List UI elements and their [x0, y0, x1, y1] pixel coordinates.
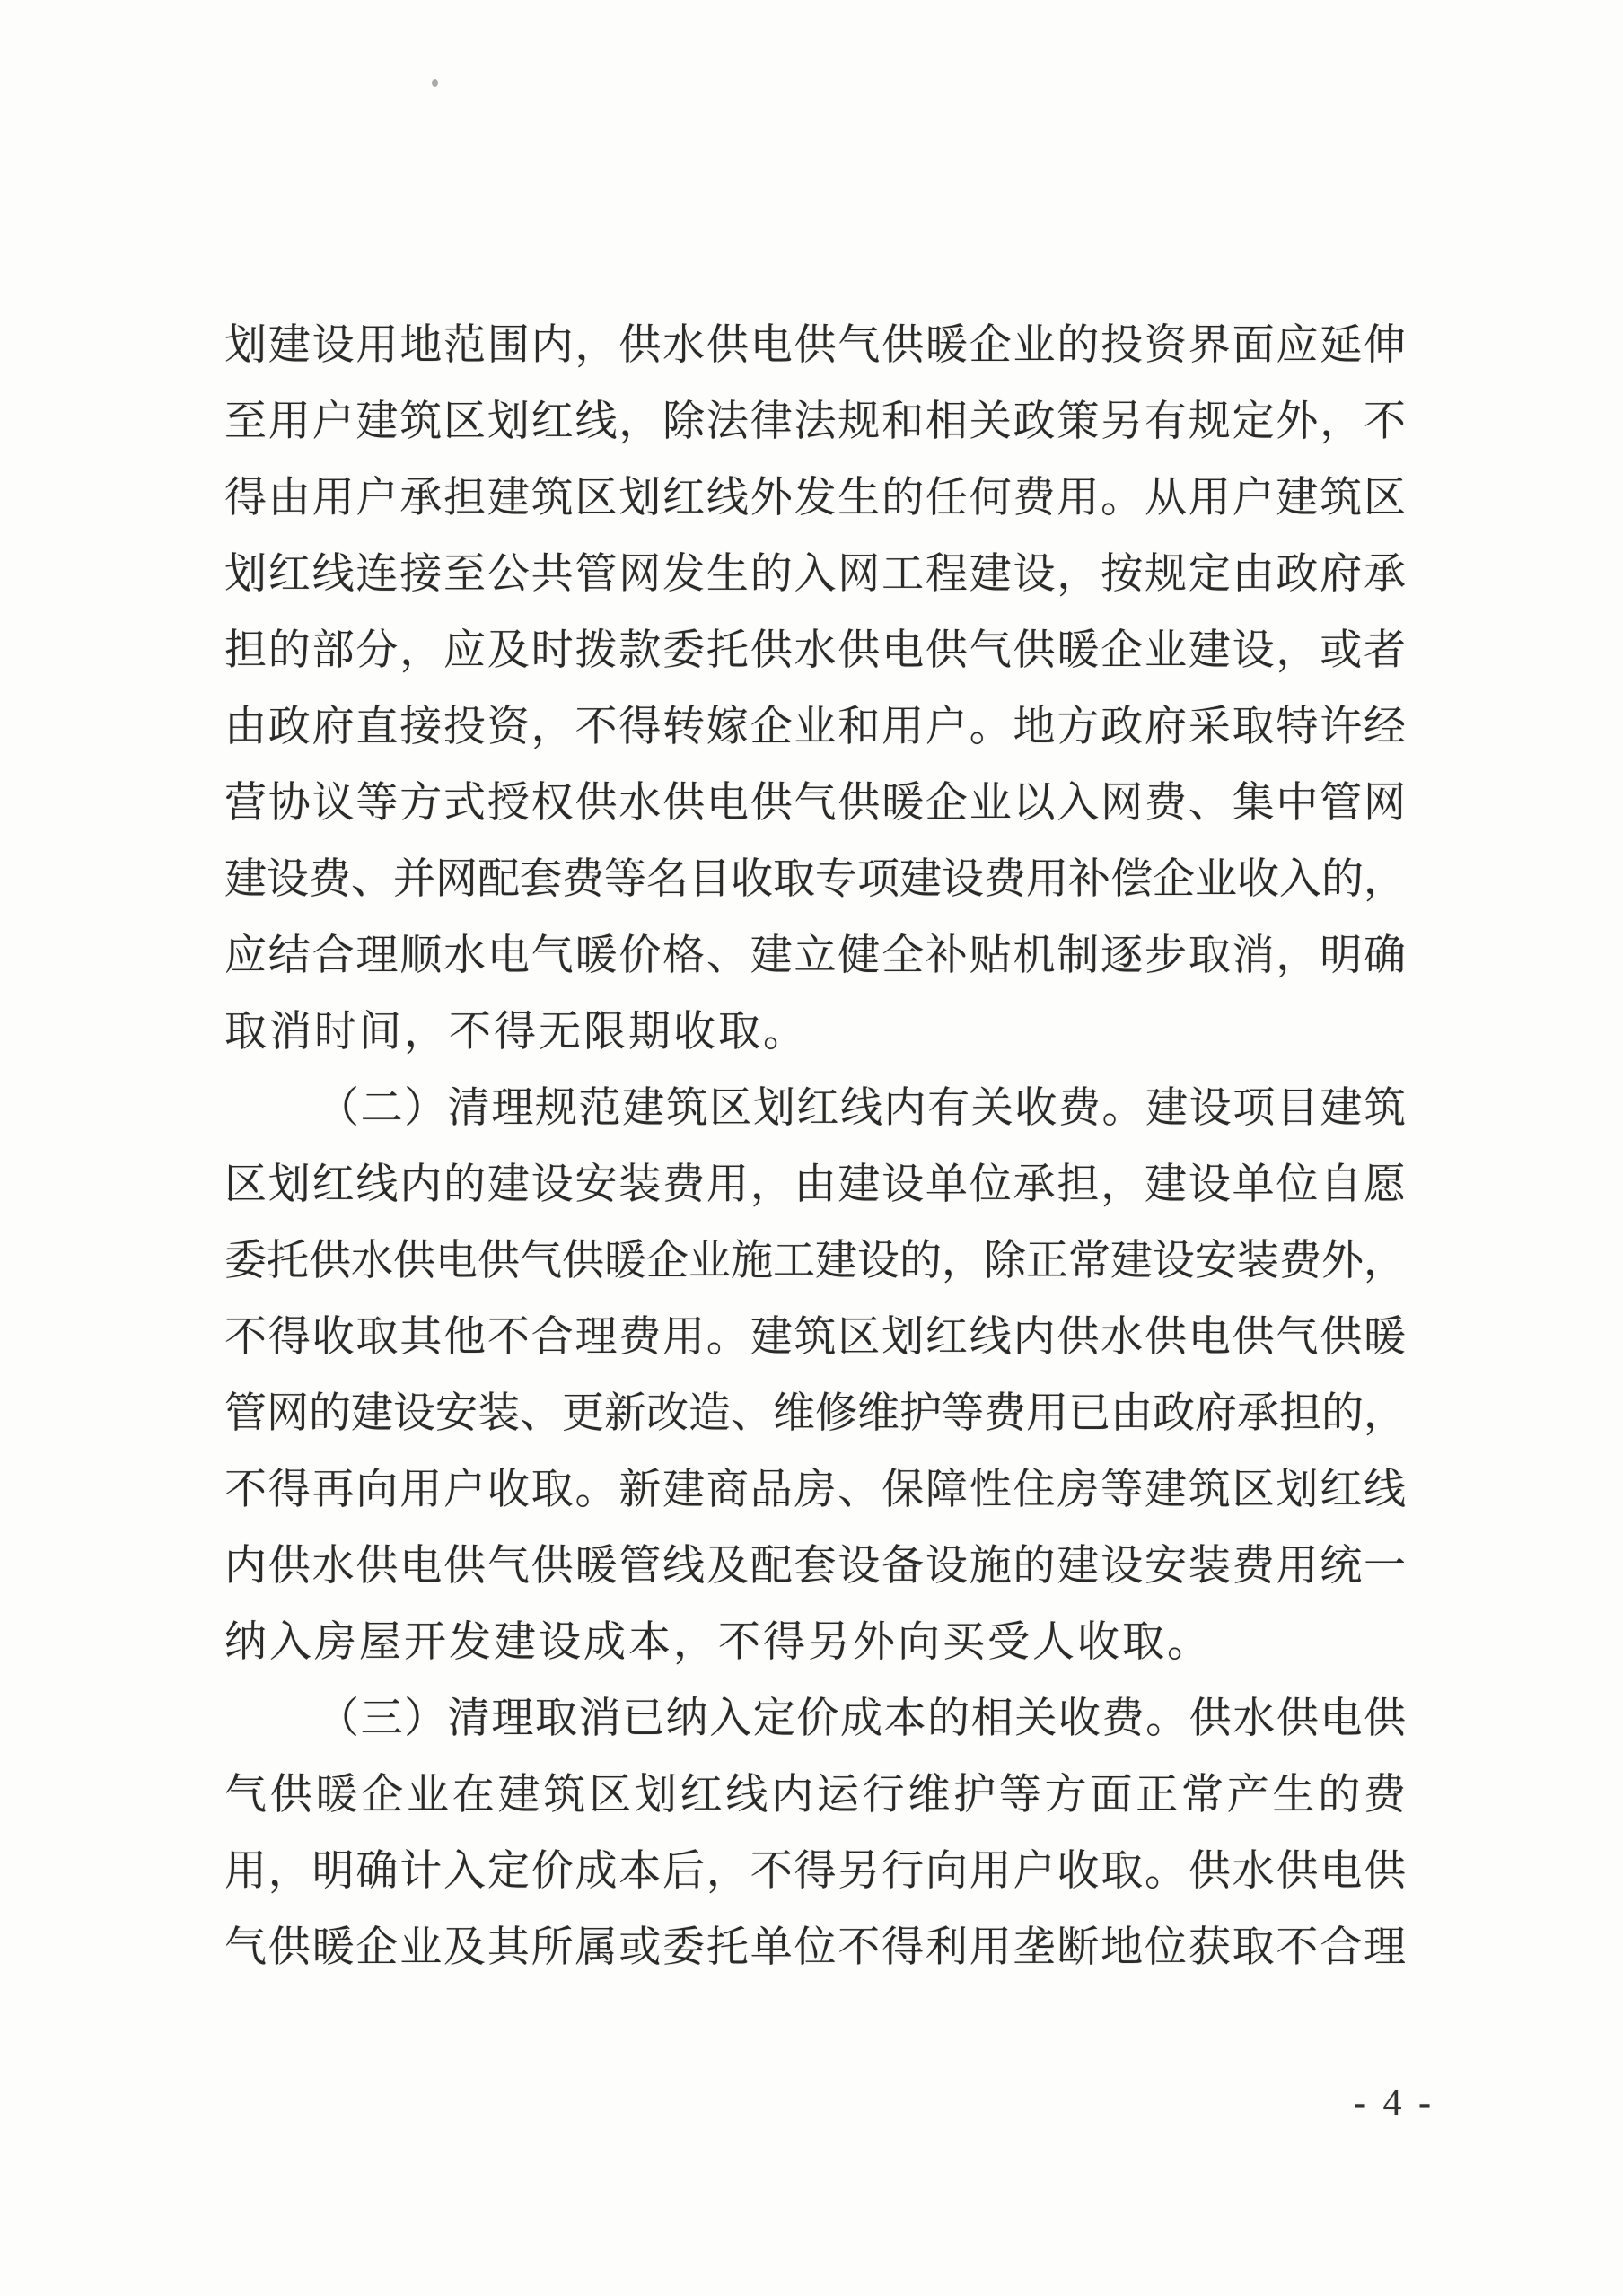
text-line: 划建设用地范围内，供水供电供气供暖企业的投资界面应延伸: [224, 322, 1406, 369]
text-line: 担的部分，应及时拨款委托供水供电供气供暖企业建设，或者: [224, 627, 1406, 674]
document-body: [224, 308, 1406, 1986]
text-line: （二）清理规范建筑区划红线内有关收费。建设项目建筑: [317, 1085, 1406, 1132]
text-line: （三）清理取消已纳入定价成本的相关收费。供水供电供: [317, 1696, 1406, 1742]
text-line: 营协议等方式授权供水供电供气供暖企业以入网费、集中管网: [224, 780, 1406, 827]
text-line: 至用户建筑区划红线，除法律法规和相关政策另有规定外，不: [224, 399, 1406, 445]
text-line: 用，明确计入定价成本后，不得另行向用户收取。供水供电供: [224, 1848, 1406, 1895]
text-line: 由政府直接投资，不得转嫁企业和用户。地方政府采取特许经: [224, 704, 1406, 750]
text-line: 气供暖企业及其所属或委托单位不得利用垄断地位获取不合理: [224, 1924, 1406, 1971]
page-number: - 4 -: [1354, 2082, 1434, 2124]
text-line: 委托供水供电供气供暖企业施工建设的，除正常建设安装费外，: [224, 1238, 1406, 1284]
text-line: 得由用户承担建筑区划红线外发生的任何费用。从用户建筑区: [224, 475, 1406, 521]
text-line: 取消时间，不得无限期收取。: [224, 1009, 808, 1056]
text-line: 应结合理顺水电气暖价格、建立健全补贴机制逐步取消，明确: [224, 933, 1406, 979]
text-line: 纳入房屋开发建设成本，不得另外向买受人收取。: [224, 1619, 1212, 1666]
text-line: 气供暖企业在建筑区划红线内运行维护等方面正常产生的费: [224, 1772, 1406, 1818]
text-line: 不得收取其他不合理费用。建筑区划红线内供水供电供气供暖: [224, 1314, 1406, 1361]
scan-speck: [432, 79, 438, 87]
text-line: 区划红线内的建设安装费用，由建设单位承担，建设单位自愿: [224, 1161, 1406, 1208]
text-line: 不得再向用户收取。新建商品房、保障性住房等建筑区划红线: [224, 1467, 1406, 1513]
text-line: 划红线连接至公共管网发生的入网工程建设，按规定由政府承: [224, 551, 1406, 598]
text-line: 内供水供电供气供暖管线及配套设备设施的建设安装费用统一: [224, 1543, 1406, 1590]
text-line: 管网的建设安装、更新改造、维修维护等费用已由政府承担的，: [224, 1390, 1406, 1437]
text-line: 建设费、并网配套费等名目收取专项建设费用补偿企业收入的，: [224, 856, 1406, 903]
